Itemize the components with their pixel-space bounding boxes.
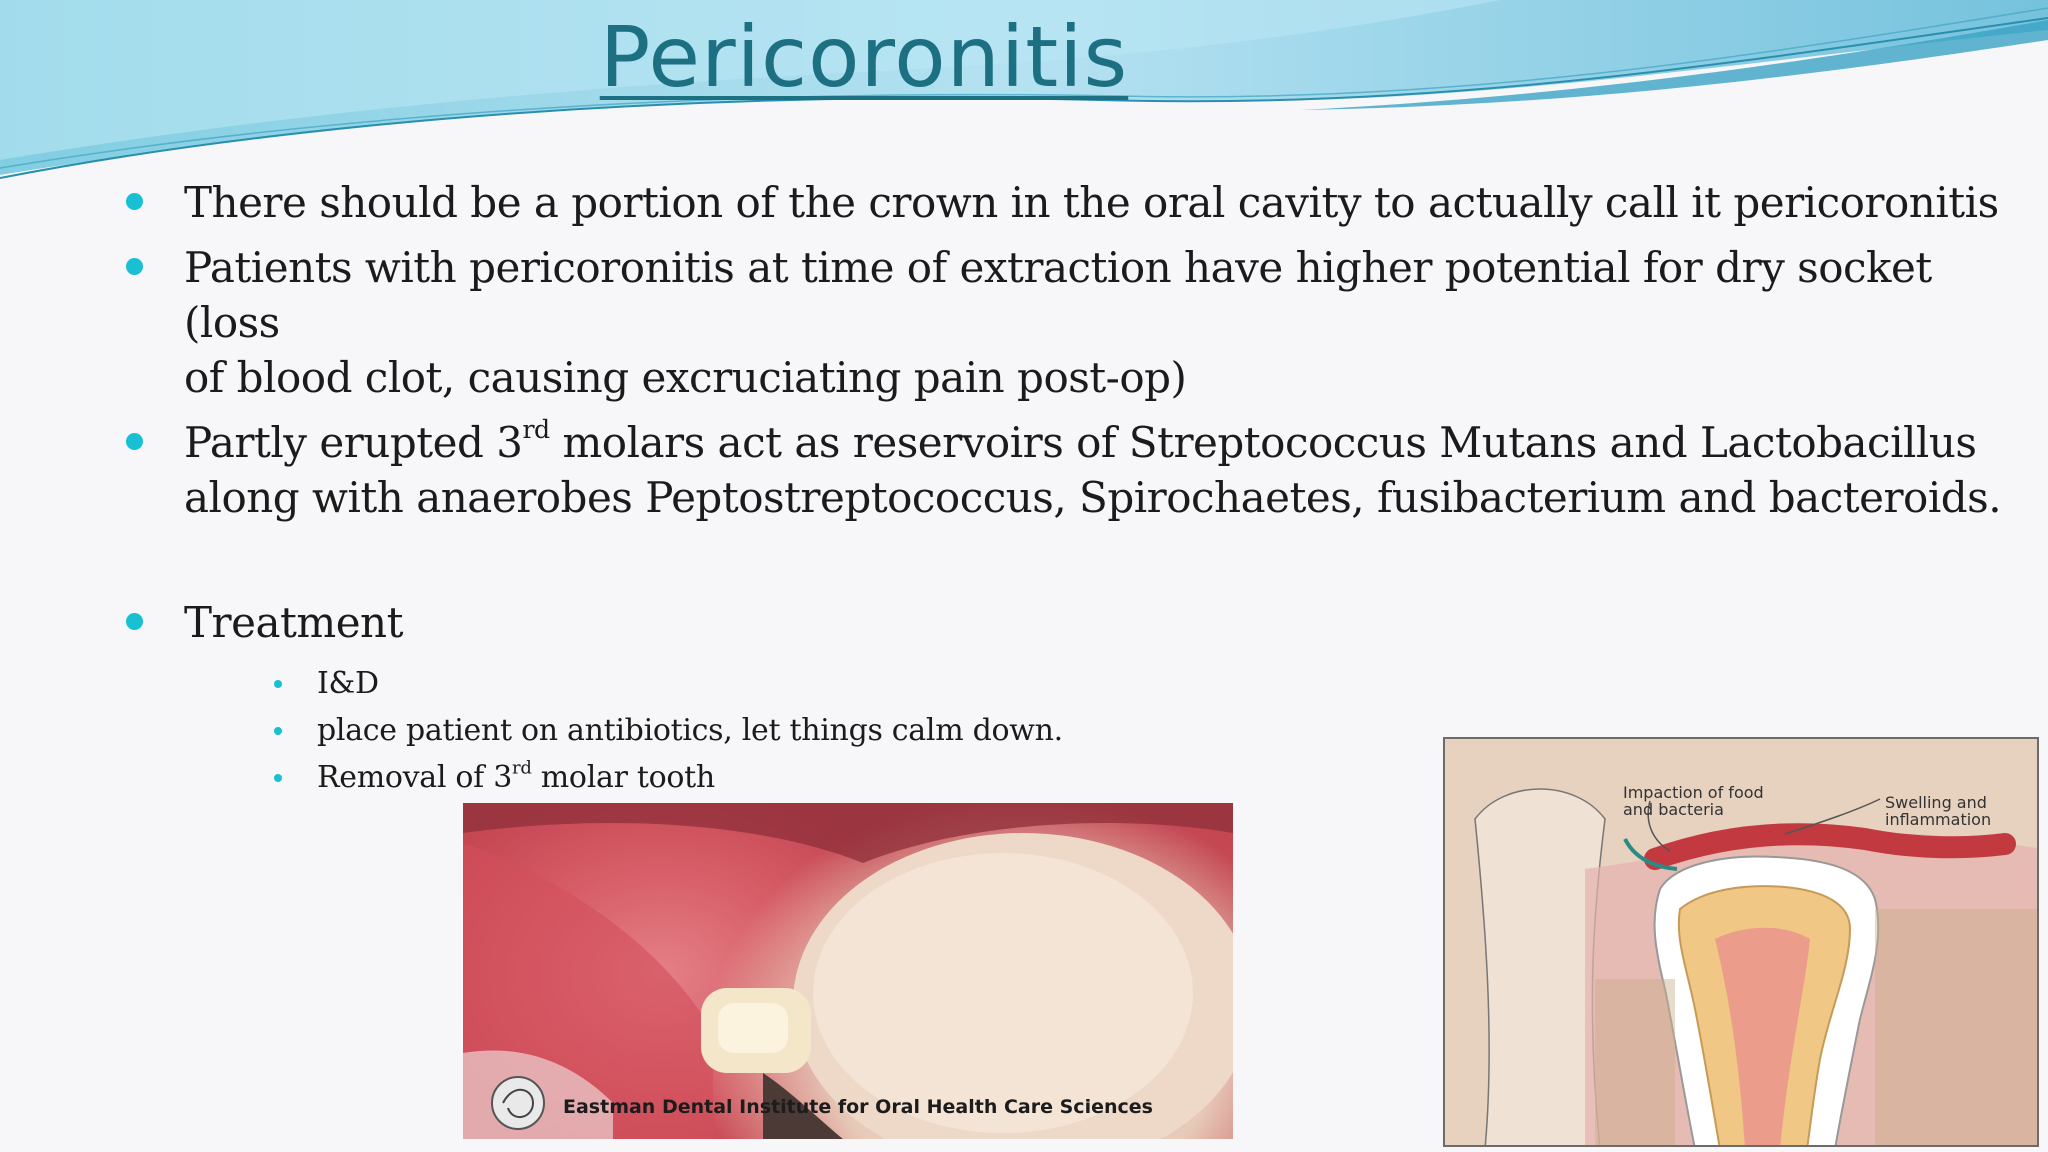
bullet-treatment	[122, 595, 2022, 650]
slide-title-text: Pericoronitis	[599, 8, 1129, 106]
bullet-reservoirs-pre: Partly erupted 3	[184, 418, 523, 467]
tooth-diagram	[1443, 737, 2039, 1147]
diagram-label-swelling	[1885, 794, 1991, 828]
bullet-list	[122, 175, 2022, 801]
treatment-item-antibiotics-text: place patient on antibiotics, let things calm down.	[317, 713, 1063, 748]
bullet-dry-socket-line1: Patients with pericoronitis at time of extraction have higher potential for dry socket (loss	[184, 243, 1932, 347]
treatment-item-removal-sup: rd	[512, 757, 532, 779]
bullet-reservoirs-sup: rd	[522, 415, 550, 445]
clinical-photo-caption: Eastman Dental Institute for Oral Health Care Sciences	[563, 1096, 1153, 1118]
diagram-label-swelling-line1: Swelling and	[1885, 793, 1987, 812]
diagram-label-impaction-line1: Impaction of food	[1623, 783, 1764, 802]
bullet-crown-portion	[122, 175, 2022, 230]
bullet-reservoirs-line2: along with anaerobes Peptostreptococcus, Spirochaetes, fusibacterium and bacteroids.	[184, 473, 2002, 522]
diagram-label-impaction	[1623, 784, 1764, 818]
treatment-item-removal-pre: Removal of 3	[317, 760, 513, 795]
clinical-photo-illustration	[463, 803, 1233, 1139]
diagram-label-swelling-line2: inflammation	[1885, 810, 1992, 829]
bullet-crown-portion-text: There should be a portion of the crown in the oral cavity to actually call it pericoronitis	[184, 178, 1999, 227]
bullet-reservoirs	[122, 415, 2022, 525]
slide-title	[0, 8, 1728, 106]
bullet-treatment-text: Treatment	[184, 598, 403, 647]
bullet-dry-socket-line2: of blood clot, causing excruciating pain post-op)	[184, 353, 1187, 402]
treatment-item-incision-drainage-text: I&D	[317, 666, 379, 701]
clinical-photo	[463, 803, 1233, 1139]
bullet-dry-socket	[122, 240, 2022, 405]
treatment-item-removal-post: molar tooth	[531, 760, 715, 795]
diagram-label-impaction-line2: and bacteria	[1623, 800, 1724, 819]
bullet-reservoirs-post: molars act as reservoirs of Streptococcus Mutans and Lactobacillus	[549, 418, 1977, 467]
treatment-item-incision-drainage	[267, 660, 2022, 707]
